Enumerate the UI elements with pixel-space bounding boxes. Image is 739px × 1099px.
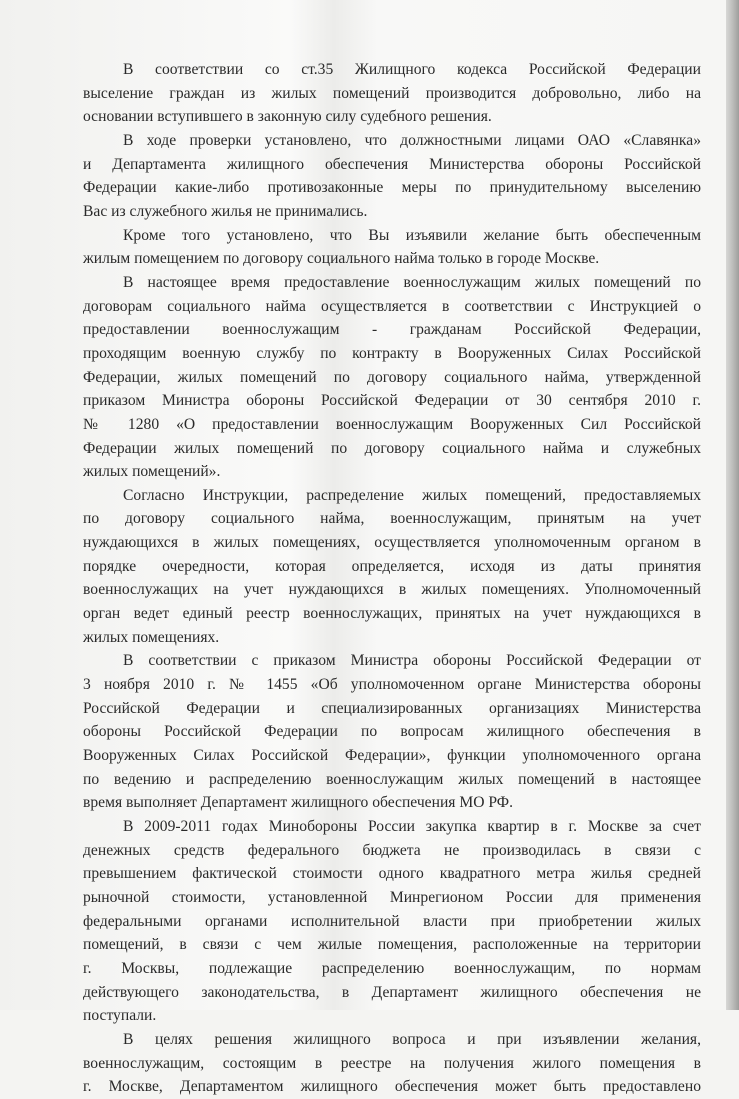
text-line: В целях решения жилищного вопроса и при изъявлении желания, — [123, 1030, 701, 1048]
text-line: военнослужащих на учет нуждающихся в жилых помещениях. Уполномоченный — [83, 581, 701, 599]
text-line: жилым помещением по договору социального найма только в городе Москве. — [83, 250, 600, 268]
paragraph — [83, 815, 701, 1028]
text-line: поступали. — [83, 1007, 157, 1025]
text-line: В соответствии со ст.35 Жилищного кодекса Российской Федерации — [123, 61, 701, 78]
text-line: Федерации, жилых помещений по договору социального найма, утвержденной — [83, 368, 701, 386]
text-line: денежных средств федерального бюджета не производилась в связи с — [83, 841, 701, 859]
text-line: рыночной стоимости, установленной Минрегионом России для применения — [83, 888, 701, 906]
text-line: Российской Федерации и специализированных организациях Министерства — [83, 699, 701, 717]
text-line: приказом Министра обороны Российской Федерации от 30 сентября 2010 г. — [83, 392, 701, 410]
text-line: превышением фактической стоимости одного квадратного метра жилья средней — [83, 865, 701, 883]
paragraph — [83, 649, 701, 815]
text-line: жилых помещениях. — [83, 628, 220, 646]
document-body — [83, 58, 701, 1099]
text-line: орган ведет единый реестр военнослужащих, принятых на учет нуждающихся в — [83, 605, 701, 623]
text-line: военнослужащим, состоящим в реестре на получения жилого помещения в — [83, 1054, 701, 1072]
paragraph — [83, 58, 701, 129]
text-line: Согласно Инструкции, распределение жилых помещений, предоставляемых — [123, 486, 701, 504]
text-line: Федерации жилых помещений по договору социального найма и служебных — [83, 439, 701, 457]
paragraph — [83, 484, 701, 650]
text-line: жилых помещений». — [83, 463, 221, 481]
text-line: проходящим военную службу по контракту в Вооруженных Силах Российской — [83, 344, 701, 362]
text-line: г. Москве, Департаментом жилищного обеспечения может быть предоставлено — [83, 1078, 701, 1096]
text-line: предоставлении военнослужащим - гражданам Российской Федерации, — [83, 321, 701, 339]
text-line: В ходе проверки установлено, что должностными лицами ОАО «Славянка» — [123, 131, 701, 149]
text-line: порядке очередности, которая определяется, исходя из даты принятия — [83, 557, 701, 575]
text-line: Вас из служебного жилья не принимались. — [83, 202, 368, 220]
text-line: по ведению и распределению военнослужащим жилых помещений в настоящее — [83, 770, 701, 788]
text-line: № 1280 «О предоставлении военнослужащим Вооруженных Сил Российской — [83, 415, 701, 433]
text-line: 3 ноября 2010 г. № 1455 «Об уполномоченном органе Министерства обороны — [83, 676, 701, 694]
paragraph — [83, 271, 701, 484]
text-line: и Департамента жилищного обеспечения Министерства обороны Российской — [83, 155, 701, 173]
text-line: В соответствии с приказом Министра обороны Российской Федерации от — [123, 652, 701, 670]
text-line: помещений, в связи с чем жилые помещения, расположенные на территории — [83, 936, 701, 954]
text-line: по договору социального найма, военнослужащим, принятым на учет — [83, 510, 701, 528]
text-line: Вооруженных Силах Российской Федерации», функции уполномоченного органа — [83, 747, 701, 765]
text-line: выселение граждан из жилых помещений производится добровольно, либо на — [83, 84, 701, 102]
paragraph — [83, 224, 701, 271]
paragraph — [83, 129, 701, 224]
text-line: федеральными органами исполнительной власти при приобретении жилых — [83, 912, 701, 930]
text-line: нуждающихся в жилых помещениях, осуществляется уполномоченным органом в — [83, 534, 701, 552]
text-line: время выполняет Департамент жилищного обеспечения МО РФ. — [83, 794, 514, 812]
text-line: В 2009-2011 годах Минобороны России закупка квартир в г. Москве за счет — [123, 818, 701, 835]
page-edge-shadow — [726, 0, 739, 1010]
text-line: договорам социального найма осуществляется в соответствии с Инструкцией о — [83, 297, 701, 315]
text-line: основании вступившего в законную силу судебного решения. — [83, 108, 492, 126]
text-line: Кроме того установлено, что Вы изъявили желание быть обеспеченным — [123, 226, 701, 244]
text-line: Федерации какие-либо противозаконные меры по принудительному выселению — [83, 179, 701, 197]
text-line: В настоящее время предоставление военнослужащим жилых помещений по — [123, 273, 701, 291]
text-line: обороны Российской Федерации по вопросам жилищного обеспечения в — [83, 723, 701, 741]
text-line: действующего законодательства, в Департамент жилищного обеспечения не — [83, 983, 701, 1001]
text-line: г. Москвы, подлежащие распределению военнослужащим, по нормам — [83, 959, 701, 977]
paragraph — [83, 1028, 701, 1099]
